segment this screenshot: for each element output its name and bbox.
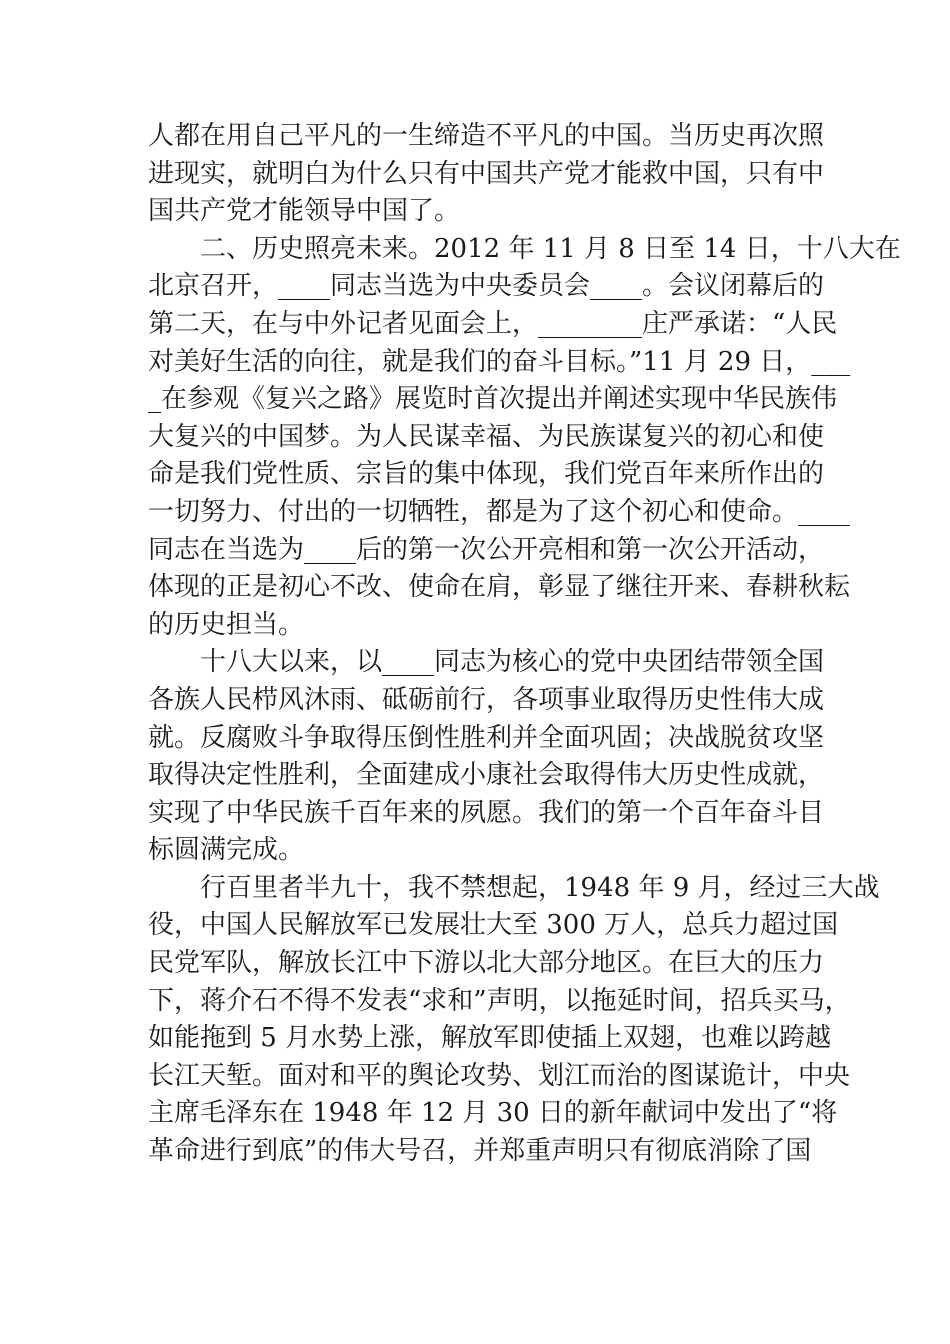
text-line: 民党军队，解放长江中下游以北大部分地区。在巨大的压力 xyxy=(148,948,825,979)
text-line: 主席毛泽东在 1948 年 12 月 30 日的新年献词中发出了“将 xyxy=(148,1098,838,1129)
text-line: 役，中国人民解放军已发展壮大至 300 万人，总兵力超过国 xyxy=(148,910,839,941)
text-line: 标圆满完成。 xyxy=(148,835,305,866)
text-line: 革命进行到底”的伟大号召，并郑重声明只有彻底消除了国 xyxy=(148,1136,812,1167)
paragraph-2 xyxy=(148,231,901,645)
text-line: 进现实，就明白为什么只有中国共产党才能救中国，只有中 xyxy=(148,158,825,189)
text-line: 大复兴的中国梦。为人民谋幸福、为民族谋复兴的初心和使 xyxy=(148,421,825,452)
text-line: _在参观《复兴之路》展览时首次提出并阐述实现中华民族伟 xyxy=(148,384,838,415)
text-line: 第二天，在与中外记者见面会上，________庄严承诺：“人民 xyxy=(148,308,838,339)
paragraph-4 xyxy=(148,870,880,1171)
text-line: 长江天堑。面对和平的舆论攻势、划江而治的图谋诡计，中央 xyxy=(148,1060,851,1091)
text-line: 就。反腐败斗争取得压倒性胜利并全面巩固；决战脱贫攻坚 xyxy=(148,722,825,753)
text-line: 下，蒋介石不得不发表“求和”声明，以拖延时间，招兵买马， xyxy=(148,985,851,1016)
text-line: 实现了中华民族千百年来的夙愿。我们的第一个百年奋斗目 xyxy=(148,797,825,828)
text-line: 十八大以来，以____同志为核心的党中央团结带领全国 xyxy=(200,647,825,678)
text-line: 同志在当选为____后的第一次公开亮相和第一次公开活动， xyxy=(148,534,825,565)
paragraph-3 xyxy=(148,644,825,870)
text-line: 二、历史照亮未来。2012 年 11 月 8 日至 14 日，十八大在 xyxy=(200,233,901,264)
paragraph-1 xyxy=(148,118,825,231)
text-line: 取得决定性胜利，全面建成小康社会取得伟大历史性成就， xyxy=(148,760,825,791)
text-line: 如能拖到 5 月水势上涨，解放军即使插上双翅，也难以跨越 xyxy=(148,1023,832,1054)
text-line: 体现的正是初心不改、使命在肩，彰显了继往开来、春耕秋耘 xyxy=(148,572,851,603)
text-line: 行百里者半九十，我不禁想起，1948 年 9 月，经过三大战 xyxy=(200,872,880,903)
text-line: 国共产党才能领导中国了。 xyxy=(148,196,461,227)
text-line: 各族人民栉风沐雨、砥砺前行，各项事业取得历史性伟大成 xyxy=(148,684,825,715)
text-line: 一切努力、付出的一切牺牲，都是为了这个初心和使命。____ xyxy=(148,496,851,527)
text-line: 对美好生活的向往，就是我们的奋斗目标。”11 月 29 日，___ xyxy=(148,346,851,377)
text-line: 人都在用自己平凡的一生缔造不平凡的中国。当历史再次照 xyxy=(148,121,825,151)
text-line: 命是我们党性质、宗旨的集中体现，我们党百年来所作出的 xyxy=(148,459,825,490)
text-line: 北京召开，____同志当选为中央委员会____。会议闭幕后的 xyxy=(148,271,825,302)
document-body xyxy=(148,118,901,1171)
text-line: 的历史担当。 xyxy=(148,609,305,640)
